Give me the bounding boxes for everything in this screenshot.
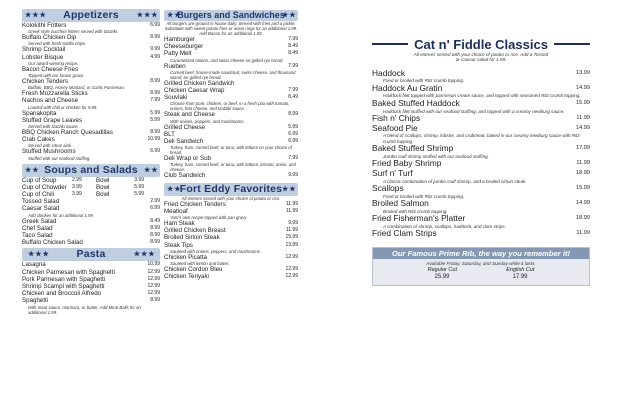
soup-row	[22, 191, 160, 198]
menu-item	[164, 234, 298, 241]
menu-item-name: Broiled Sirloin Steak	[164, 234, 220, 242]
menu-item	[22, 148, 160, 155]
menu-item-price: 12.99	[147, 268, 160, 275]
menu-item-description: With onions, peppers, and mushrooms.	[170, 118, 245, 124]
menu-item	[164, 87, 298, 94]
menu-item	[372, 84, 590, 94]
regular-cut-price: 25.99	[434, 273, 450, 280]
favorites-intro: All entrees served with your choice of potato or rice.	[181, 195, 281, 201]
menu-item	[22, 34, 160, 41]
stars-right: ★ ★	[144, 166, 157, 174]
menu-item-price: 8.99	[150, 224, 160, 231]
menu-item-price: 7.99	[288, 36, 298, 42]
menu-item-description: A blend of scallops, shrimp, lobster, and crabmeat, baked in our creamy newburg sauce with Ritz crumb topping.	[383, 133, 580, 144]
menu-item-price: 11.99	[576, 160, 590, 167]
favorites-banner	[164, 183, 298, 196]
menu-item-description: Corned beef, house-made saurkraut, swiss cheese, and thousand island, on grilled rye bread.	[170, 69, 296, 80]
menu-item-name: Ham Steak	[164, 220, 195, 228]
menu-item	[164, 273, 298, 280]
menu-item-price: 13.99	[285, 241, 298, 248]
menu-item	[372, 229, 590, 239]
menu-item-price: 6.99	[150, 205, 160, 212]
soup-row	[22, 177, 160, 184]
menu-item-description: Turkey, ham, corned beef, or tuna, with lettuce on your choice of bread.	[170, 145, 292, 156]
menu-item	[22, 283, 160, 290]
menu-item-name: Fresh Mozzarella Sticks	[22, 90, 88, 98]
menu-item-name: Chicken Cordon Bleu	[164, 266, 223, 274]
menu-item-name: Lobster Bisque	[22, 53, 64, 61]
menu-item-name: Greek Salad	[22, 217, 57, 225]
middle-column	[164, 0, 298, 280]
menu-item-description: Topped with our brown gravy.	[28, 73, 84, 79]
menu-item-price: 14.99	[576, 84, 590, 91]
menu-item-price: 9.99	[288, 220, 298, 227]
menu-item	[22, 297, 160, 304]
menu-item-name: Caesar Salad	[22, 205, 60, 213]
menu-item-name: Chicken and Broccoli Alfredo	[22, 290, 102, 298]
menu-item-name: Deli Wrap or Sub	[164, 155, 211, 163]
cup-price: 3.99	[72, 183, 82, 190]
menu-item	[164, 111, 298, 118]
menu-item	[22, 54, 160, 61]
menu-item-price: 6.99	[150, 22, 160, 28]
classics-intro: All entrees served with your choice of potato or rice. Add a Tossed or Caesar salad for 1.99.	[413, 52, 549, 63]
menu-item-price: 8.99	[150, 239, 160, 246]
appetizers-title: Appetizers	[63, 9, 119, 21]
menu-item	[22, 269, 160, 276]
menu-item-description: Caramelized onions, and swiss cheese on grilled rye bread.	[170, 57, 284, 63]
menu-item	[372, 69, 590, 79]
menu-item-price: 7.99	[288, 87, 298, 94]
menu-item-name: Baked Stuffed Shrimp	[372, 143, 454, 154]
pasta-title: Pasta	[76, 248, 106, 261]
menu-item-price: 17.99	[576, 145, 590, 152]
menu-item	[164, 254, 298, 261]
menu-item-price: 15.99	[576, 185, 590, 192]
appetizers-list	[22, 22, 160, 161]
menu-item-price: 10.99	[147, 261, 160, 268]
right-column	[372, 0, 590, 286]
menu-item-name: Tossed Salad	[22, 198, 60, 206]
menu-item-name: Patty Melt	[164, 50, 192, 58]
menu-item	[372, 144, 590, 154]
menu-item-price: 5.99	[288, 123, 298, 130]
menu-item	[22, 66, 160, 73]
menu-item-price: 8.99	[150, 78, 160, 85]
menu-item-description: Add chicken for an additional 1.99.	[28, 212, 94, 218]
bowl-price: 5.99	[134, 191, 144, 198]
menu-item-name: Hamburger	[164, 36, 195, 43]
menu-item-price: 10.99	[147, 136, 160, 143]
menu-item-price: 5.99	[150, 109, 160, 116]
menu-item	[164, 227, 298, 234]
menu-item-name: Scallops	[372, 183, 404, 194]
menu-item	[164, 201, 298, 208]
menu-item	[164, 124, 298, 131]
menu-item-price: 11.99	[285, 200, 298, 207]
menu-item-price: 11.99	[576, 230, 590, 237]
menu-item-price: 7.99	[150, 97, 160, 104]
menu-item	[22, 117, 160, 124]
soup-row	[22, 184, 160, 191]
menu-item-description: Haddock filet topped with parmesan cream sauce, and topped with seasoned Ritz crumb topping.	[383, 93, 581, 99]
title-rule-left	[372, 43, 408, 45]
menu-item-price: 8.99	[288, 111, 298, 118]
menu-item-name: Cheeseburger	[164, 43, 204, 51]
menu-item-price: 7.99	[288, 62, 298, 69]
menu-item-price: 6.99	[288, 130, 298, 137]
appetizers-banner	[22, 9, 160, 22]
soup-name: Cup of Soup	[22, 176, 57, 184]
menu-item	[164, 131, 298, 138]
stars-right: ★ ★	[282, 185, 295, 193]
burgers-intro: All burgers are ground in house daily. Served with fries and a pickle. Substitute with sweet potato fries or onion rings for an additional 1.99. Add Bacon for an additional 1.00.	[164, 21, 298, 36]
menu-item-description: Served with tzatziki sauce.	[28, 124, 79, 130]
menu-item-price: 9.99	[150, 46, 160, 53]
menu-item-name: Chicken Parmesan with Spaghetti	[22, 268, 115, 276]
menu-item	[22, 205, 160, 212]
menu-item	[164, 220, 298, 227]
menu-item	[372, 169, 590, 179]
soup-rows	[22, 177, 160, 199]
menu-item	[164, 43, 298, 50]
menu-item-name: Chicken Picatta	[164, 253, 207, 261]
menu-item	[164, 63, 298, 70]
menu-item-name: Steak and Cheese	[164, 111, 215, 119]
menu-item-name: Bacon Cheese Fries	[22, 65, 79, 73]
menu-item-price: 6.99	[150, 148, 160, 155]
menu-item-name: Meatloaf	[164, 207, 188, 215]
menu-item	[22, 198, 160, 205]
menu-item-name: Rueben	[164, 62, 186, 70]
menu-item-description: Broiled with Ritz crumb topping.	[383, 208, 448, 214]
menu-item-price: 8.99	[150, 129, 160, 136]
menu-item-name: Fried Baby Shrimp	[372, 158, 442, 169]
prime-rib-box	[372, 247, 590, 286]
menu-item-name: Shrimp Scampi with Spaghetti	[22, 283, 105, 291]
menu-item-name: Buffalo Chicken Salad	[22, 239, 83, 247]
menu-item-price: 18.99	[576, 215, 590, 222]
menu-item-name: Club Sandwich	[164, 172, 206, 180]
menu-item-price: 8.49	[288, 94, 298, 101]
stars-right: ★ ★ ★	[136, 12, 157, 19]
menu-item-name: Steak Tips	[164, 241, 193, 249]
menu-item	[22, 218, 160, 225]
left-column	[22, 0, 160, 315]
menu-item	[372, 184, 590, 194]
soups-title: Soups and Salads	[44, 163, 138, 176]
menu-item-price: 4.99	[150, 53, 160, 60]
prime-rib-note: Available Friday, Saturday, and Sunday while it lasts.	[426, 261, 536, 267]
menu-item-name: Fish n' Chips	[372, 112, 421, 123]
menu-item-name: Spaghetti	[22, 297, 49, 305]
menu-item-name: Stuffed Grape Leaves	[22, 116, 83, 124]
menu-item-name: Pork Parmesan with Spaghetti	[22, 275, 106, 283]
salads-list	[22, 198, 160, 246]
menu-item-description: Sauteed with lemon and butter.	[170, 261, 230, 267]
menu-item-name: Grilled Chicken Sandwich	[164, 79, 235, 87]
menu-item-description: Haddock filet stuffed with our seafood stuffing, and topped with a creamy newburg sauce.	[383, 108, 565, 114]
menu-item-description: Turkey, ham, corned beef, or tuna, with lettuce, tomato, onion, and cheese.	[170, 162, 296, 173]
menu-item-name: Seafood Pie	[372, 122, 418, 133]
menu-item	[22, 232, 160, 239]
menu-item	[22, 239, 160, 246]
menu-item-price: 12.99	[285, 273, 298, 280]
bowl-label: Bowl	[96, 191, 110, 199]
classics-list	[372, 69, 590, 240]
menu-item-price: 15.99	[576, 99, 590, 106]
menu-item	[164, 172, 298, 179]
menu-item-price: 8.99	[150, 34, 160, 41]
stars-right: ★ ★	[282, 12, 295, 19]
menu-item-description: Choose from pork, chicken, or beef, in a fresh pita with tomato, onions, feta cheese, and tzatziki sauce.	[170, 101, 290, 112]
menu-item-name: Chicken Tenders	[22, 78, 68, 86]
soups-banner	[22, 164, 160, 177]
menu-item-price: 8.99	[150, 297, 160, 304]
menu-item-price: 13.99	[576, 69, 590, 76]
menu-item-name: Crab Cakes	[22, 136, 55, 144]
menu-item-price: 9.99	[288, 172, 298, 179]
menu-item-name: Fried Chicken Tenders	[164, 200, 226, 208]
menu-item-name: Chef Salad	[22, 224, 53, 232]
menu-item-name: Souvlaki	[164, 94, 188, 102]
menu-item-price: 12.99	[285, 266, 298, 273]
menu-item-price: 7.99	[288, 155, 298, 162]
menu-item-name: BBQ Chicken Ranch Quesadillas	[22, 129, 113, 137]
menu-item-price: 8.49	[150, 217, 160, 224]
menu-item-price: 8.99	[150, 232, 160, 239]
menu-item-price: 2.99	[150, 198, 160, 205]
menu-item-price: 5.99	[150, 116, 160, 123]
menu-item-name: Fried Fisherman's Platter	[372, 213, 466, 224]
pasta-banner	[22, 248, 160, 261]
menu-item	[22, 290, 160, 297]
menu-item-price: 8.99	[150, 90, 160, 97]
menu-item	[164, 36, 298, 43]
title-rule-right	[554, 43, 590, 45]
english-cut-price: 17.99	[512, 273, 528, 280]
menu-item	[22, 136, 160, 143]
menu-item-name: Grilled Cheese	[164, 123, 205, 131]
menu-item-name: Grilled Chicken Breast	[164, 227, 226, 235]
classics-header	[372, 36, 590, 52]
bowl-price: 3.99	[134, 176, 144, 183]
soup-name: Cup of Chili	[22, 191, 54, 199]
favorites-list	[164, 201, 298, 281]
menu-item-description: Served with fresh tortilla chips.	[28, 41, 87, 47]
menu-item-price: 11.99	[576, 114, 590, 121]
pasta-list	[22, 261, 160, 314]
menu-item	[22, 22, 160, 29]
menu-item-price: 6.99	[288, 138, 298, 145]
soup-name: Cup of Chowder	[22, 183, 67, 191]
regular-cut-label: Regular Cut	[427, 267, 457, 274]
menu-item-name: Shrimp Cocktail	[22, 46, 66, 54]
classics-title: Cat n' Fiddle Classics	[414, 36, 548, 52]
menu-item	[372, 214, 590, 224]
menu-item-price: 15.99	[285, 234, 298, 241]
menu-item-description: Fried or broiled with Ritz crumb topping.	[383, 78, 465, 84]
menu-item	[22, 46, 160, 53]
menu-item-name: Stuffed Mushrooms	[22, 148, 76, 156]
menu-item-name: Fried Clam Strips	[372, 228, 437, 239]
menu-item-description: Stuffed with our seafood stuffing.	[28, 155, 91, 161]
menu-item-name: Chicken Caesar Wrap	[164, 87, 225, 95]
menu-item-name: Nachos and Cheese	[22, 97, 79, 105]
menu-item-name: Chicken Teriyaki	[164, 273, 209, 281]
prime-rib-prices	[373, 274, 589, 285]
menu-item-description: Jumbo Gulf shrimp stuffed with our seafood stuffing.	[383, 153, 489, 159]
stars-left: ★ ★	[167, 185, 180, 193]
menu-item-description: Yani's own recipe topped with pan gravy.	[170, 215, 248, 221]
menu-item-description: With meat sauce, marinara, or butter. Add Meat Balls for an additional 1.99.	[28, 304, 141, 315]
menu-item-name: Lasagna	[22, 261, 46, 269]
menu-item-name: Spanakopita	[22, 109, 57, 117]
menu-item	[22, 110, 160, 117]
menu-item-description: Our award-winning recipe.	[28, 60, 79, 66]
menu-item-price: 8.49	[288, 50, 298, 57]
menu-item-price: 8.49	[288, 43, 298, 50]
favorites-title: Fort Eddy Favorites	[179, 182, 283, 195]
menu-item-price: 11.99	[285, 227, 298, 234]
menu-item-name: BLT	[164, 130, 175, 138]
menu-item	[164, 155, 298, 162]
burgers-title: Burgers and Sandwiches	[177, 10, 285, 20]
menu-item-price: 18.99	[576, 169, 590, 176]
menu-item-description: Buffalo, BBQ, Honey Mustard, or Garlic Parmesan.	[28, 85, 125, 91]
menu-item-name: Kolokithi Fritters	[22, 22, 67, 29]
menu-item-name: Taco Salad	[22, 232, 53, 240]
menu-item-name: Baked Stuffed Haddock	[372, 97, 460, 108]
menu-item-description: Greek style zucchini fritters served with tzatziki.	[28, 29, 119, 35]
stars-left: ★ ★ ★	[28, 251, 49, 259]
menu-item-price: 12.99	[285, 253, 298, 260]
bowl-label: Bowl	[96, 176, 110, 184]
bowl-label: Bowl	[96, 183, 110, 191]
stars-left: ★ ★ ★	[25, 12, 46, 19]
burgers-list	[164, 36, 298, 180]
menu-item-price: 14.99	[576, 200, 590, 207]
menu-item	[164, 94, 298, 101]
bowl-price: 5.99	[134, 183, 144, 190]
menu-item	[22, 97, 160, 104]
stars-left: ★ ★	[25, 166, 38, 174]
stars-left: ★ ★	[167, 12, 180, 19]
menu-item-description: Fried or broiled with Ritz crumb topping.	[383, 193, 465, 199]
cup-price: 3.99	[72, 191, 82, 198]
menu-item	[22, 276, 160, 283]
menu-item	[22, 225, 160, 232]
menu-item	[22, 129, 160, 136]
stars-right: ★ ★ ★	[133, 251, 154, 259]
menu-item-name: Haddock Au Gratin	[372, 82, 443, 93]
menu-item	[164, 208, 298, 215]
menu-item-name: Broiled Salmon	[372, 198, 429, 209]
burgers-banner	[164, 10, 298, 21]
menu-item-name: Buffalo Chicken Dip	[22, 34, 77, 42]
menu-item-price: 11.99	[285, 207, 298, 214]
prime-rib-title: Our Famous Prime Rib, the way you remember it!	[373, 248, 589, 259]
menu-item	[22, 261, 160, 268]
menu-item	[22, 78, 160, 85]
menu-item-price: 14.99	[576, 124, 590, 131]
cup-price: 2.99	[72, 176, 82, 183]
menu-item-price: 12.99	[147, 275, 160, 282]
menu-item-description: Served with citrus aioli.	[28, 143, 72, 149]
menu-item	[164, 50, 298, 57]
menu-item-description: Loaded with chili or chicken for 9.99.	[28, 104, 98, 110]
menu-item-description: A combination of shrimp, scallops, haddock, and clam strips.	[383, 224, 506, 230]
menu-item	[372, 124, 590, 134]
menu-item	[164, 80, 298, 87]
menu-item	[372, 199, 590, 209]
menu-item-name: Surf n' Turf	[372, 167, 413, 178]
menu-item	[372, 99, 590, 109]
menu-item	[164, 266, 298, 273]
menu-item-description: Sauteed with onions, peppers, and mushrooms.	[170, 248, 262, 254]
menu-item-name: Deli Sandwich	[164, 138, 204, 146]
menu-item	[22, 90, 160, 97]
menu-item-price: 12.99	[147, 283, 160, 290]
menu-item-description: A classic combination of jumbo Gulf shrimp, and a broiled sirloin steak.	[383, 178, 527, 184]
menu-item-price: 12.99	[147, 290, 160, 297]
menu-item	[164, 138, 298, 145]
menu-item-name: Haddock	[372, 67, 406, 78]
english-cut-label: English Cut	[506, 267, 535, 274]
menu-item	[164, 242, 298, 249]
